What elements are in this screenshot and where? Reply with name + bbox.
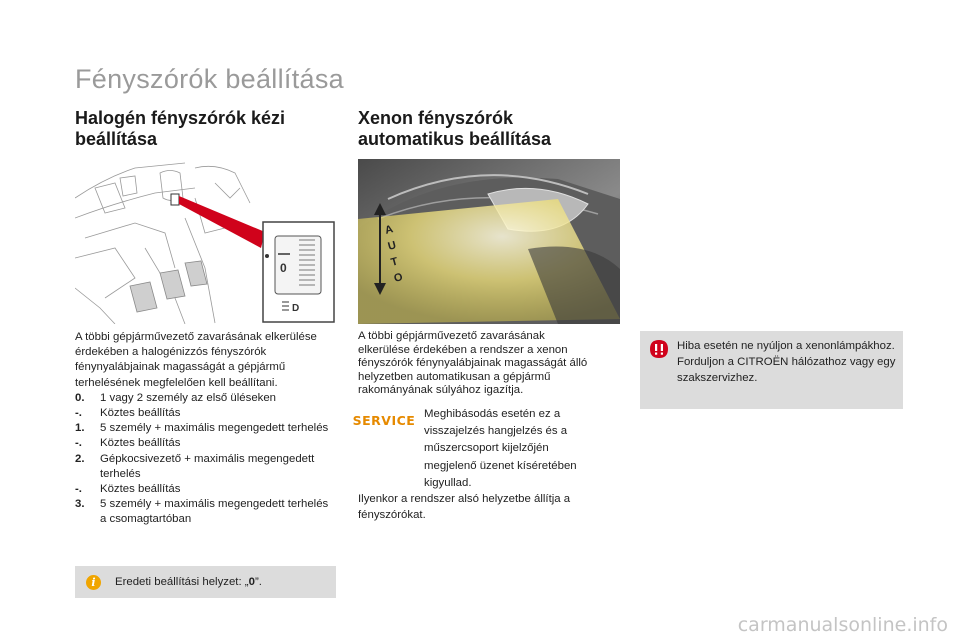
page-title: Fényszórók beállítása — [75, 64, 344, 94]
halogen-description — [75, 330, 337, 528]
watermark: carmanualsonline.info — [737, 614, 948, 636]
auto-letter: U — [386, 239, 398, 253]
headlamp-photo — [358, 159, 620, 324]
halogen-adjuster-illustration — [75, 158, 337, 324]
list-item: 1. 5 személy + maximális megengedett terhelés — [75, 422, 329, 435]
section-title-line: Xenon fényszórók — [358, 108, 514, 128]
service-description: Meghibásodás esetén ez a visszajelzés hangjelzés és a műszercsoport kijelzőjén megjelenő üzenet kíséretében kigyullad. — [424, 408, 577, 489]
list-item: 0. 1 vagy 2 személy az első üléseken — [75, 391, 277, 404]
section-title-halogen — [75, 108, 285, 150]
dashboard-drawing — [75, 158, 337, 324]
section-title-xenon — [358, 108, 551, 150]
load-position-list — [75, 391, 337, 528]
low-position-note: Ilyenkor a rendszer alsó helyzetbe állítja a fényszórókat. — [358, 493, 571, 521]
info-text: Eredeti beállítási helyzet: „0”. — [115, 576, 262, 588]
list-item: -. Köztes beállítás — [75, 407, 181, 420]
list-item: 2. Gépkocsivezető + maximális megengedett terhelés — [75, 452, 315, 480]
xenon-headlamp-illustration — [358, 159, 620, 324]
dial-label-zero: 0 — [280, 261, 287, 275]
section-title-line: beállítása — [75, 129, 158, 149]
list-item: -. Köztes beállítás — [75, 437, 181, 450]
xenon-description: A többi gépjárművezető zavarásának elkerülése érdekében a rendszer a xenon fényszórók fénynyalábjainak magasságát álló helyzetben automatikusan a gépjármű rakományának súlyához igazítja. — [358, 330, 588, 397]
section-title-line: Halogén fényszórók kézi — [75, 108, 286, 128]
warning-box — [640, 331, 903, 409]
info-box — [75, 566, 336, 598]
auto-letter: O — [392, 271, 405, 285]
info-icon: i — [86, 575, 101, 590]
dial-headlamp-symbol: D — [292, 303, 300, 314]
auto-letter: T — [389, 255, 400, 269]
intro-paragraph: A többi gépjárművezető zavarásának elkerülése érdekében a halogénizzós fényszórók fénynyalábjainak magasságát a gépjármű terhelésének megfelelően kell beállítani. — [75, 331, 317, 389]
auto-letter: A — [383, 223, 395, 237]
list-item: 3. 5 személy + maximális megengedett terhelés a csomagtartóban — [75, 498, 329, 526]
service-warning-icon: SERVICE — [352, 412, 416, 428]
warning-text: Hiba esetén ne nyúljon a xenonlámpákhoz. Forduljon a CITROËN hálózathoz vagy egy szakszervizhez. — [677, 340, 896, 384]
warning-exclamation-icon — [648, 339, 670, 359]
list-item: -. Köztes beállítás — [75, 483, 181, 496]
section-title-line: automatikus beállítása — [358, 129, 552, 149]
